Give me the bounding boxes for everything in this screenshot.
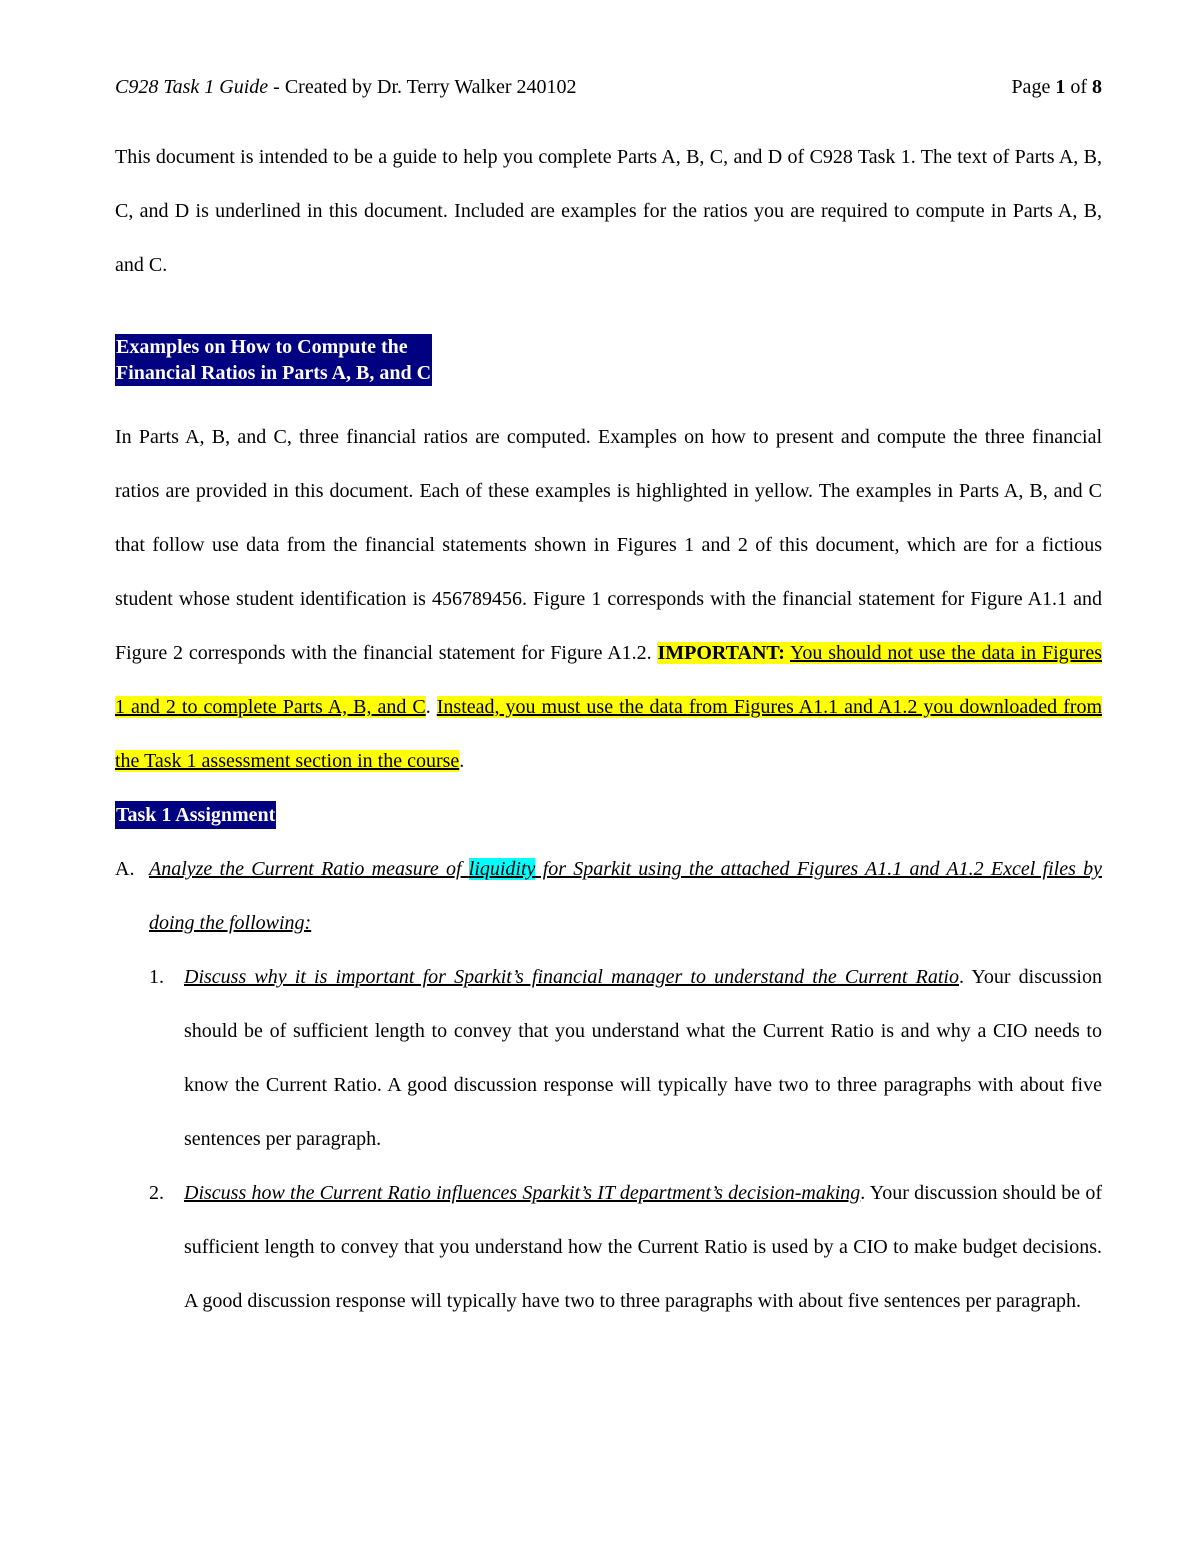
examples-heading xyxy=(115,334,432,386)
important-sep: . xyxy=(425,696,437,718)
page-total: 8 xyxy=(1092,76,1102,98)
examples-paragraph xyxy=(115,410,1102,788)
intro-paragraph: This document is intended to be a guide to help you complete Parts A, B, C, and D of C928 Task 1. The text of Parts A, B, C, and D is underlined in this document. Included are examples for the ratios you are required to compute in Parts A, B, and C. xyxy=(115,146,1102,276)
item-2-number: 2. xyxy=(149,1182,164,1204)
item-1-number: 1. xyxy=(149,966,164,988)
important-sentence-1: You should not use the data in Figures 1 and 2 to complete Parts A, B, and C xyxy=(115,642,1102,718)
examples-heading-box xyxy=(115,334,1102,400)
page-number xyxy=(1011,73,1102,101)
part-a-item-2 xyxy=(115,1166,1102,1328)
item-1-rest: . Your discussion should be of sufficient length to convey that you understand what the Current Ratio is and why a CIO needs to know the Current Ratio. A good discussion response will typically have two to three paragraphs with about five sentences per paragraph. xyxy=(184,966,1102,1150)
part-a-text-after: for Sparkit using the attached Figures A1.1 and A1.2 Excel files by doing the following: xyxy=(149,858,1102,934)
task-heading-wrap xyxy=(115,800,1102,830)
part-a-highlight-word: liquidity xyxy=(468,858,536,880)
page-mid: of xyxy=(1065,76,1092,98)
part-a-item-1 xyxy=(115,950,1102,1166)
important-sentence-2: Instead, you must use the data from Figures A1.1 and A1.2 you downloaded from the Task 1 assessment section in the course xyxy=(115,696,1103,772)
header-title-rest: - Created by Dr. Terry Walker 240102 xyxy=(268,76,577,98)
item-1-underlined: Discuss why it is important for Sparkit’s financial manager to understand the Current Ratio xyxy=(184,966,959,988)
examples-heading-line1: Examples on How to Compute the xyxy=(116,336,408,358)
part-a-letter: A. xyxy=(115,858,135,880)
important-label: IMPORTANT: xyxy=(657,642,785,664)
item-2-underlined: Discuss how the Current Ratio influences Sparkit’s IT department’s decision-making xyxy=(184,1182,861,1204)
page-current: 1 xyxy=(1055,76,1066,98)
important-end: . xyxy=(459,750,465,772)
document-body xyxy=(115,130,1102,1328)
part-a xyxy=(115,842,1102,950)
task-heading: Task 1 Assignment xyxy=(115,801,276,829)
header-title xyxy=(115,73,577,101)
item-2-rest: . Your discussion should be of sufficient length to convey that you understand how the Current Ratio is used by a CIO to make budget decisions. A good discussion response will typically have two to three paragraphs with about five sentences per paragraph. xyxy=(184,1182,1103,1312)
page-prefix: Page xyxy=(1011,76,1056,98)
header-title-italic: C928 Task 1 Guide xyxy=(115,76,269,98)
examples-heading-line2: Financial Ratios in Parts A, B, and C xyxy=(116,362,432,384)
examples-text: In Parts A, B, and C, three financial ratios are computed. Examples on how to present and compute the three financial ratios are provided in this document. Each of these examples is highlighted in yellow. The examples in Parts A, B, and C that follow use data from the financial statements shown in Figures 1 and 2 of this document, which are for a fictious student whose student identification is 456789456. Figure 1 corresponds with the financial statement for Figure A1.1 and Figure 2 corresponds with the financial statement for Figure A1.2. xyxy=(115,426,1102,664)
part-a-text-before: Analyze the Current Ratio measure of xyxy=(149,858,469,880)
